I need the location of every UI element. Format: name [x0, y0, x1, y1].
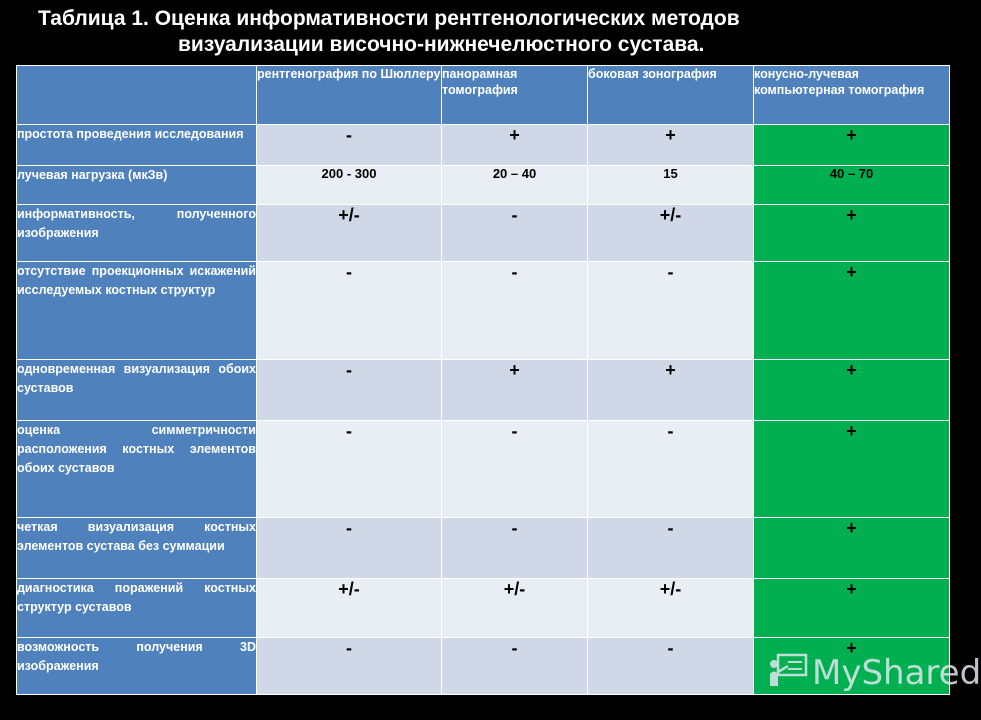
table-row: [17, 359, 950, 420]
table-row: [17, 261, 950, 359]
table-cell: +: [754, 517, 950, 578]
table-cell: +: [754, 359, 950, 420]
comparison-table: [16, 65, 950, 695]
table-cell: +: [754, 579, 950, 637]
slide-title: [0, 6, 960, 58]
chalkboard-presenter-icon: [768, 652, 808, 693]
table-cell: -: [257, 359, 442, 420]
title-line-1: Таблица 1. Оценка информативности рентгенологических методов: [38, 7, 740, 30]
row-label: информативность, полученного изображения: [17, 204, 257, 261]
table-row: [17, 166, 950, 204]
column-header: панорамная томография: [442, 66, 588, 125]
table-cell: 200 - 300: [257, 166, 442, 204]
table-cell: -: [588, 637, 754, 694]
table-cell: +: [442, 359, 588, 420]
table-row: [17, 421, 950, 518]
table-cell: -: [442, 421, 588, 518]
row-label: диагностика поражений костных структур суставов: [17, 579, 257, 637]
table-cell: +: [754, 204, 950, 261]
table-cell: +: [754, 125, 950, 166]
table-cell: +/-: [588, 204, 754, 261]
table-cell: -: [588, 421, 754, 518]
table-cell: +: [442, 125, 588, 166]
row-label: оценка симметричности расположения костных элементов обоих суставов: [17, 421, 257, 518]
row-label: отсутствие проекционных искажений исследуемых костных структур: [17, 261, 257, 359]
row-label: возможность получения 3D изображения: [17, 637, 257, 694]
table-cell: -: [257, 261, 442, 359]
table-cell: +: [754, 421, 950, 518]
table-cell: +: [754, 637, 950, 694]
table-row: [17, 517, 950, 578]
table-cell: -: [442, 204, 588, 261]
table-cell: +/-: [588, 579, 754, 637]
column-header: боковая зонография: [588, 66, 754, 125]
watermark: [768, 652, 981, 693]
table-cell: +: [588, 359, 754, 420]
table-row: [17, 125, 950, 166]
row-label: простота проведения исследования: [17, 125, 257, 166]
table-cell: -: [442, 261, 588, 359]
table-header-row: [17, 66, 950, 125]
table-row: [17, 579, 950, 637]
table-cell: 15: [588, 166, 754, 204]
table-cell: -: [257, 125, 442, 166]
row-label: четкая визуализация костных элементов сустава без суммации: [17, 517, 257, 578]
table-cell: 40 – 70: [754, 166, 950, 204]
table-cell: -: [257, 517, 442, 578]
table-cell: +/-: [257, 204, 442, 261]
table-cell: -: [442, 637, 588, 694]
watermark-text: MyShared: [812, 652, 981, 693]
table-row: [17, 204, 950, 261]
title-line-2: визуализации височно-нижнечелюстного сустава.: [178, 33, 705, 56]
column-header: конусно-лучевая компьютерная томография: [754, 66, 950, 125]
table-cell: +/-: [257, 579, 442, 637]
table-cell: +/-: [442, 579, 588, 637]
row-label: лучевая нагрузка (мкЗв): [17, 166, 257, 204]
column-header: рентгенография по Шюллеру: [257, 66, 442, 125]
table-cell: -: [257, 637, 442, 694]
table-cell: -: [257, 421, 442, 518]
table-cell: -: [588, 261, 754, 359]
table-cell: +: [754, 261, 950, 359]
table-cell: 20 – 40: [442, 166, 588, 204]
header-corner-cell: [17, 66, 257, 125]
table-cell: -: [588, 517, 754, 578]
table-cell: -: [442, 517, 588, 578]
row-label: одновременная визуализация обоих суставов: [17, 359, 257, 420]
table-cell: +: [588, 125, 754, 166]
